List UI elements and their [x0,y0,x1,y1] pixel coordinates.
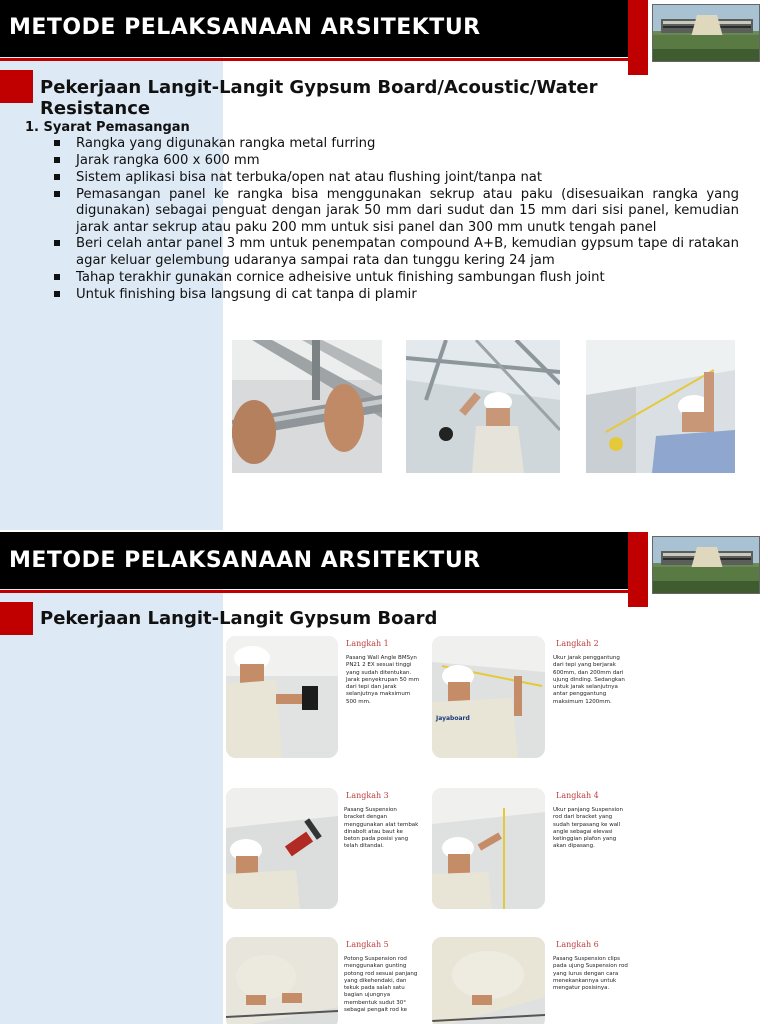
step-4-label: Langkah 4 [556,791,599,800]
photo-worker-ceiling-screw [406,340,560,473]
step-3-photo [226,788,338,909]
header-bar [0,0,643,57]
slide-2 [0,532,768,1024]
photo-worker-measuring [586,340,735,473]
step-2-photo [432,636,545,758]
bullet-list [52,136,739,304]
building-thumbnail [652,536,760,594]
section-red-marker [0,70,33,103]
step-5-photo [226,937,338,1024]
bullet-square-icon [54,274,60,280]
list-item: Pemasangan panel ke rangka bisa menggunakan sekrup atau paku (disesuaikan rangka yang digunakan) sebagai penguat dengan jarak 50 mm dari sudut dan 15 mm dari sisi panel, kemudian jarak antar sekrup atau paku 200 mm untuk sisi panel dan 300 mm unutk tengah panel [52,187,739,236]
list-item: Untuk finishing bisa langsung di cat tanpa di plamir [52,287,739,303]
bullet-square-icon [54,240,60,246]
list-item: Tahap terakhir gunakan cornice adheisive untuk finishing sambungan flush joint [52,270,739,286]
step-2-label: Langkah 2 [556,639,599,648]
list-item: Jarak rangka 600 x 600 mm [52,153,739,169]
photo-metal-furring [232,340,382,473]
header-title: METODE PELAKSANAAN ARSITEKTUR [9,548,481,573]
header-red-accent [628,532,648,607]
step-1-photo [226,636,338,758]
step-2-text: Ukur jarak penggantung dari tepi yang berjarak 600mm, dan 200mm dari ujung dinding. Sedangkan untuk jarak selanjutnya antar penggantung maksimum 1200mm. [553,655,625,705]
list-item: Beri celah antar panel 3 mm untuk penempatan compound A+B, kemudian gypsum tape di ratakan agar keluar gelembung udaranya sampai rata dan tunggu kering 24 jam [52,236,739,269]
header-red-accent [628,0,648,75]
header-bar [0,532,643,589]
bullet-square-icon [54,191,60,197]
step-6-text: Pasang Suspension clips pada ujung Suspension rod yang lurus dengan cara menekankannya untuk mengatur posisinya. [553,956,628,992]
bullet-square-icon [54,291,60,297]
section-title: Pekerjaan Langit-Langit Gypsum Board [40,608,438,629]
step-4-photo [432,788,545,909]
list-item: Rangka yang digunakan rangka metal furring [52,136,739,152]
bullet-square-icon [54,157,60,163]
sub-heading: 1. Syarat Pemasangan [25,120,190,135]
step-1-text: Pasang Wall Angle BMSyn PN21 2 EX sesuai tinggi yang sudah ditentukan. Jarak penyekrupan 50 mm dari tepi dan jarak selanjutnya maksimum 500 mm. [346,655,420,705]
step-5-label: Langkah 5 [346,940,389,949]
section-red-marker [0,602,33,635]
step-4-text: Ukur panjang Suspension rod dari bracket yang sudah terpasang ke wall angle sebagai elevasi ketinggian plafon yang akan dipasang. [553,807,623,850]
shirt-brand-text: Jayaboard [436,715,470,722]
step-5-text: Potong Suspension rod menggunakan gunting potong rod sesuai panjang yang dikehendaki, dan tekuk pada salah satu bagian ujungnya membentuk sudut 30° sebagai pengait rod ke [344,956,418,1014]
left-panel-background [0,532,223,1024]
header-red-line [0,590,643,593]
header-title: METODE PELAKSANAAN ARSITEKTUR [9,15,481,40]
step-6-label: Langkah 6 [556,940,599,949]
step-6-photo [432,937,545,1024]
step-3-text: Pasang Suspension bracket dengan menggunakan alat tembak dinabolt atau baut ke beton pada posisi yang telah ditandai. [344,807,419,850]
building-thumbnail [652,4,760,62]
list-item: Sistem aplikasi bisa nat terbuka/open nat atau flushing joint/tanpa nat [52,170,739,186]
header-red-line [0,58,643,61]
bullet-square-icon [54,174,60,180]
step-3-label: Langkah 3 [346,791,389,800]
bullet-square-icon [54,140,60,146]
step-1-label: Langkah 1 [346,639,389,648]
section-title: Pekerjaan Langit-Langit Gypsum Board/Acoustic/Water Resistance [40,77,598,119]
